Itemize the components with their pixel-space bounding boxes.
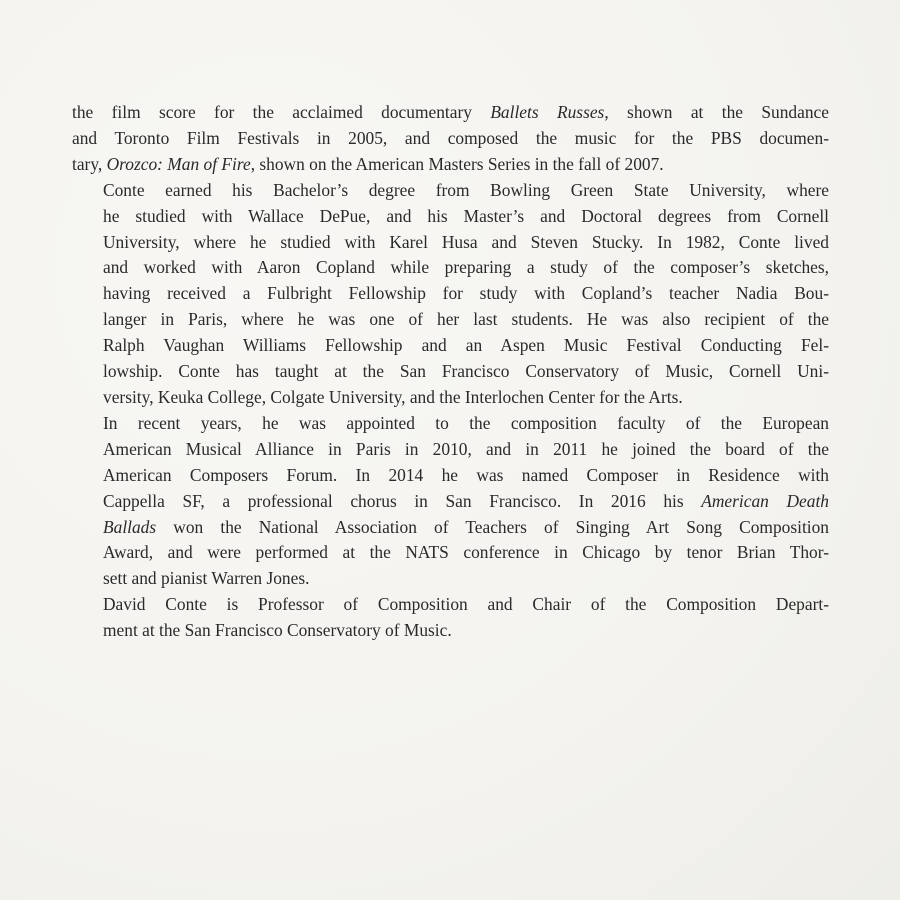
text-line: Ballads won the National Association of Teachers of Singing Art Song Composition — [103, 516, 829, 537]
text-line: the film score for the acclaimed documentary Ballets Russes, shown at the Sundance — [72, 102, 829, 122]
text-line: Ralph Vaughan Williams Fellowship and an Aspen Music Festival Conducting Fel- — [103, 335, 829, 356]
paragraph-4 — [72, 592, 829, 644]
text-line: Conte earned his Bachelor’s degree from Bowling Green State University, where — [103, 179, 829, 200]
text-line: American Composers Forum. In 2014 he was named Composer in Residence with — [103, 464, 829, 485]
italic-title: Ballads — [103, 516, 157, 537]
text-line: lowship. Conte has taught at the San Francisco Conservatory of Music, Cornell Uni- — [103, 361, 829, 382]
text-line: University, where he studied with Karel Husa and Steven Stucky. In 1982, Conte lived — [103, 231, 829, 252]
text-line: American Musical Alliance in Paris in 2010, and in 2011 he joined the board of the — [103, 438, 829, 459]
paragraph-1 — [72, 100, 829, 178]
text-line: ment at the San Francisco Conservatory of Music. — [103, 620, 452, 641]
text-line: David Conte is Professor of Composition and Chair of the Composition Depart- — [103, 594, 829, 615]
biography-text — [72, 100, 829, 644]
text-line: having received a Fulbright Fellowship for study with Copland’s teacher Nadia Bou- — [103, 283, 829, 304]
paragraph-3 — [72, 411, 829, 592]
text-line: versity, Keuka College, Colgate University, and the Interlochen Center for the Arts. — [103, 386, 683, 407]
text-line: langer in Paris, where he was one of her last students. He was also recipient of the — [103, 309, 829, 330]
text-line: In recent years, he was appointed to the composition faculty of the European — [103, 412, 829, 433]
text-line: tary, Orozco: Man of Fire, shown on the American Masters Series in the fall of 2007. — [72, 153, 664, 174]
italic-title: Ballets Russes — [490, 102, 605, 122]
text-line: sett and pianist Warren Jones. — [103, 568, 310, 589]
text-line: and worked with Aaron Copland while preparing a study of the composer’s sketches, — [103, 257, 829, 278]
italic-title: American Death — [701, 490, 829, 511]
text-line: Cappella SF, a professional chorus in San Francisco. In 2016 his American Death — [103, 490, 829, 511]
italic-title: Orozco: Man of Fire — [106, 153, 251, 174]
text-line: Award, and were performed at the NATS conference in Chicago by tenor Brian Thor- — [103, 542, 829, 563]
paragraph-2 — [72, 178, 829, 411]
text-line: he studied with Wallace DePue, and his Master’s and Doctoral degrees from Cornell — [103, 205, 829, 226]
text-line: and Toronto Film Festivals in 2005, and composed the music for the PBS documen- — [72, 127, 829, 148]
